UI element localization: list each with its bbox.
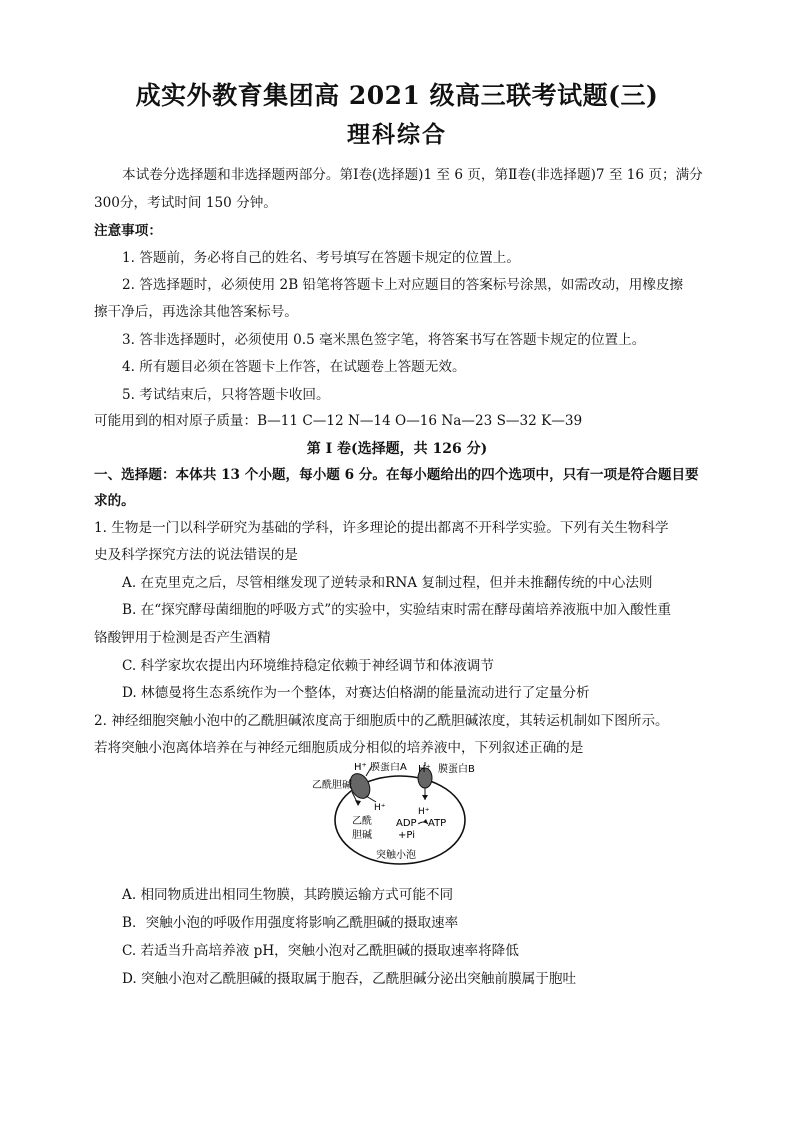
note-5: 5. 考试结束后，只将答题卡收回。 — [122, 387, 330, 403]
q2-option-d: D. 突触小泡对乙酰胆碱的摄取属于胞吞，乙酰胆碱分泌出突触前膜属于胞吐 — [122, 971, 577, 987]
label-h-plus-inner: H⁺ — [374, 803, 386, 813]
q1-option-b-line-2: 铬酸钾用于检测是否产生酒精 — [94, 630, 271, 646]
section-1-instruction-2: 求的。 — [94, 493, 135, 509]
label-ach-inside-1: 乙酰 — [352, 816, 372, 827]
synaptic-vesicle-figure — [300, 762, 500, 872]
section-1-title: 第 I 卷(选择题，共 126 分) — [306, 441, 488, 457]
note-2-line-2: 擦干净后，再选涂其他答案标号。 — [94, 304, 298, 320]
q2-option-a: A. 相同物质进出相同生物膜，其跨膜运输方式可能不同 — [122, 887, 454, 903]
q1-option-b-line-1: B. 在“探究酵母菌细胞的呼吸方式”的实验中，实验结束时需在酵母菌培养液瓶中加入酸性重 — [122, 602, 672, 618]
label-protein-b: 膜蛋白B — [438, 764, 475, 775]
exam-subtitle: 理科综合 — [347, 121, 447, 148]
q1-stem-line-2: 史及科学探究方法的说法错误的是 — [94, 547, 298, 563]
note-3: 3. 答非选择题时，必须使用 0.5 毫米黑色签字笔，将答案书写在答题卡规定的位置上。 — [122, 332, 646, 348]
q1-option-d: D. 林德曼将生态系统作为一个整体，对赛达伯格湖的能量流动进行了定量分析 — [122, 685, 590, 701]
label-h-plus-a: H⁺ — [354, 762, 367, 773]
label-h-plus-inner-b: H⁺ — [418, 807, 430, 817]
note-2-line-1: 2. 答选择题时，必须使用 2B 铅笔将答题卡上对应题目的答案标号涂黑，如需改动，用橡皮擦 — [122, 277, 684, 293]
q1-stem-line-1: 1. 生物是一门以科学研究为基础的学科，许多理论的提出都离不开科学实验。下列有关生物科学 — [94, 520, 669, 536]
label-ach-inside-2: 胆碱 — [352, 830, 372, 841]
label-pi: +Pi — [398, 830, 415, 841]
label-atp: ATP — [428, 818, 447, 829]
q2-stem-line-1: 2. 神经细胞突触小泡中的乙酰胆碱浓度高于细胞质中的乙酰胆碱浓度，其转运机制如下图所示。 — [94, 713, 669, 729]
q2-option-b: B．突触小泡的呼吸作用强度将影响乙酰胆碱的摄取速率 — [122, 915, 459, 931]
section-1-instruction-1: 一、选择题：本体共 13 个小题，每小题 6 分。在每小题给出的四个选项中，只有一项是符合题目要 — [94, 467, 699, 483]
q1-option-c: C. 科学家坎农提出内环境维持稳定依赖于神经调节和体液调节 — [122, 658, 494, 674]
atomic-masses: 可能用到的相对原子质量：B—11 C—12 N—14 O—16 Na—23 S—32 K—39 — [94, 413, 583, 429]
intro-line-1: 本试卷分选择题和非选择题两部分。第Ⅰ卷(选择题)1 至 6 页，第Ⅱ卷(非选择题)7 至 16 页；满分 — [122, 167, 703, 183]
q2-option-c: C. 若适当升高培养液 pH，突触小泡对乙酰胆碱的摄取速率将降低 — [122, 943, 519, 959]
note-4: 4. 所有题目必须在答题卡上作答，在试题卷上答题无效。 — [122, 359, 466, 375]
label-protein-a: 膜蛋白A — [370, 762, 407, 773]
exam-title: 成实外教育集团高 2021 级高三联考试题(三) — [135, 81, 659, 110]
q1-option-a: A. 在克里克之后，尽管相继发现了逆转录和RNA 复制过程，但并未推翻传统的中心法则 — [122, 575, 653, 591]
label-vesicle: 突触小泡 — [376, 850, 416, 861]
label-adp: ADP — [396, 818, 417, 829]
intro-line-2: 300分，考试时间 150 分钟。 — [94, 195, 277, 211]
notes-heading: 注意事项： — [94, 223, 162, 239]
label-h-plus-b: H⁺ — [418, 764, 431, 775]
label-ach-top: 乙酰胆碱 — [312, 780, 352, 791]
note-1: 1. 答题前，务必将自己的姓名、考号填写在答题卡规定的位置上。 — [122, 250, 520, 266]
q2-stem-line-2: 若将突触小泡离体培养在与神经元细胞质成分相似的培养液中，下列叙述正确的是 — [94, 740, 584, 756]
